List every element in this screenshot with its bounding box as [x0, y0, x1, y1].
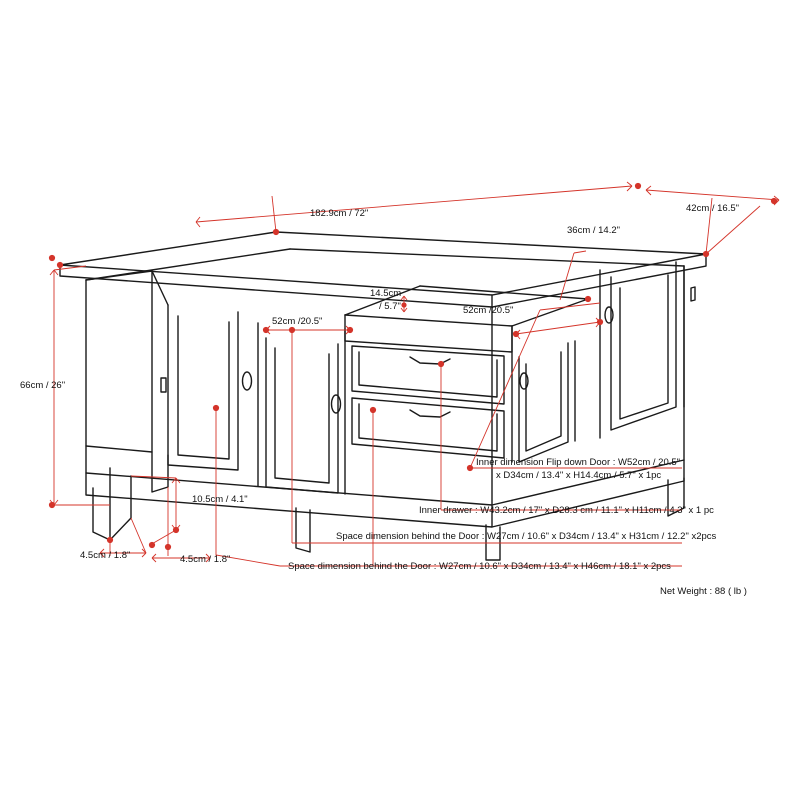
door-3-panel [526, 352, 561, 451]
drawer-bottom-inset [359, 404, 497, 451]
dim-flip-down-height-label-line1: 14.5cm [370, 288, 402, 299]
dim-right-section-width-label: 52cm /20.5" [463, 305, 514, 316]
drawer-top-pull [410, 357, 450, 364]
drawer-bottom-pull [410, 410, 450, 417]
dim-36-leader2 [574, 251, 586, 253]
dim-flip-down-height-label-line2: / 5.7" [379, 301, 401, 312]
dim-left-section-width-label: 52cm /20.5" [272, 316, 323, 327]
callout-flip-down-door-line2: x D34cm / 13.4" x H14.4cm / 5.7" x 1pc [496, 470, 662, 481]
leg-rear-left [152, 452, 168, 492]
dim-leg-width-left-label: 4.5cm / 1.8" [80, 550, 131, 561]
shelf-right-return [512, 299, 588, 326]
dim-depth-line [646, 190, 779, 200]
callout-behind-door-lower: Space dimension behind the Door : W27cm / 10.6" x D34cm / 13.4" x H46cm / 18.1" x 2pcs [288, 561, 671, 572]
dim-overall-depth-label: 42cm / 16.5" [686, 203, 740, 214]
left-panel-join [152, 271, 168, 305]
door-2-knob [243, 372, 252, 390]
door-2-outer [266, 338, 338, 493]
body-top-back-right [290, 249, 684, 266]
door-left-panel [178, 316, 229, 459]
top-surface [60, 232, 706, 295]
callout-behind-door-upper: Space dimension behind the Door : W27cm / 10.6" x D34cm / 13.4" x H31cm / 12.2" x2pcs [336, 531, 717, 542]
callout-flip-down-door-line1: Inner dimension Flip down Door : W52cm / 20.5" [476, 457, 681, 468]
leg-front-left-side [110, 476, 131, 540]
shelf-back-edge [420, 286, 588, 299]
leader-flipdown [470, 303, 600, 468]
door-4-handle [691, 287, 695, 301]
dim-top-shelf-depth-label: 36cm / 14.2" [567, 225, 621, 236]
left-end-panel [86, 271, 152, 452]
dim-leg-width-right-label: 4.5cm / 1.8" [180, 554, 231, 565]
door-4-panel [620, 275, 668, 419]
drawer-top-inset [359, 352, 497, 397]
dim-overall-width-label: 182.9cm / 72" [310, 208, 369, 219]
door-4-outer [611, 262, 676, 430]
body-right-side [492, 266, 684, 527]
dim-overall-width-line [196, 186, 632, 222]
dim-overall-height-label: 66cm / 26" [20, 380, 66, 391]
callout-inner-drawer: Inner drawer : W43.2cm / 17" x D28.3 cm / 11.1" x H11cm / 4.3" x 1 pc [419, 505, 714, 516]
door-2-knob-right [332, 395, 341, 413]
net-weight-label: Net Weight : 88 ( lb ) [660, 586, 747, 597]
ext-topleft [272, 196, 276, 232]
door-2-panel [275, 348, 329, 483]
door-3-knob [520, 373, 528, 389]
leg-middle [296, 508, 310, 552]
dim-leg-height-label: 10.5cm / 4.1" [192, 494, 248, 505]
ext-legw-l2 [131, 518, 146, 553]
door-left-handle [161, 378, 166, 392]
dim-52-right-line [516, 322, 600, 334]
door-4-knob [605, 307, 613, 323]
